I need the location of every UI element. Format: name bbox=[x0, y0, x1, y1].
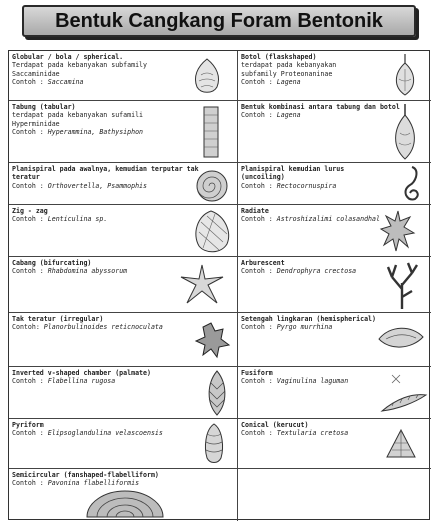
example-line: Contoh : Astroshizalimi colasandhal bbox=[241, 215, 380, 224]
example-line: Contoh : Orthovertella, Psammophis bbox=[12, 181, 147, 190]
cell-flask bbox=[238, 51, 431, 101]
bifurcating-shell-illustration bbox=[177, 261, 227, 309]
hemispherical-shell-illustration bbox=[376, 323, 426, 353]
shape-description: Terdapat pada kebanyakan subfamily bbox=[12, 61, 147, 70]
cell-planispiral-irregular bbox=[9, 163, 238, 205]
combination-shell-illustration bbox=[388, 103, 422, 161]
example-line: Contoh: Planorbulinoides reticnoculata bbox=[12, 323, 163, 332]
shape-description: terdapat pada kebanyakan bbox=[241, 61, 337, 70]
shape-description: terdapat pada kebanyakan sufamili bbox=[12, 111, 144, 120]
example-line: Contoh : Textularia cretosa bbox=[241, 429, 349, 438]
irregular-shell-illustration bbox=[193, 319, 231, 361]
zigzag-shell-illustration bbox=[189, 208, 233, 256]
foram-shape-table bbox=[8, 50, 430, 520]
title-banner bbox=[22, 5, 416, 37]
shape-name: Arburescent bbox=[241, 259, 285, 267]
shape-description: Saccaminidae bbox=[12, 69, 60, 78]
page-title: Bentuk Cangkang Foram Bentonik bbox=[55, 9, 383, 32]
shape-name: Planispiral kemudian lurus (uncoiling) bbox=[241, 165, 349, 182]
example-line: Contoh : Lagena bbox=[241, 78, 301, 87]
shape-name: Cabang (bifurcating) bbox=[12, 259, 92, 267]
radiate-shell-illustration bbox=[378, 207, 418, 255]
arburescent-shell-illustration bbox=[384, 259, 420, 311]
cell-palmate bbox=[9, 367, 238, 419]
cell-conical bbox=[238, 419, 431, 469]
cell-tube-flask-combination bbox=[238, 101, 431, 163]
shape-name: Pyriform bbox=[12, 421, 44, 429]
cell-pyriform bbox=[9, 419, 238, 469]
shape-name: Setengah lingkaran (hemispherical) bbox=[241, 315, 376, 323]
example-line: Contoh : Hyperammina, Bathysiphon bbox=[12, 128, 144, 137]
palmate-shell-illustration bbox=[203, 369, 231, 417]
cell-bifurcating bbox=[9, 257, 238, 313]
cell-zigzag bbox=[9, 205, 238, 257]
example-line: Contoh : Flabellina rugosa bbox=[12, 377, 116, 386]
example-line: Contoh : Rectocornuspira bbox=[241, 181, 337, 190]
example-line: Contoh : Pyrgo murrhina bbox=[241, 323, 333, 332]
cell-empty bbox=[238, 469, 431, 521]
example-line: Contoh : Vaginulina laguman bbox=[241, 377, 349, 386]
cell-tabular bbox=[9, 101, 238, 163]
shape-name: Conical (kerucut) bbox=[241, 421, 309, 429]
cell-irregular bbox=[9, 313, 238, 367]
shape-name: Globular / bola / spherical. bbox=[12, 53, 124, 61]
example-line: Contoh : Saccamina bbox=[12, 78, 84, 87]
cell-radiate bbox=[238, 205, 431, 257]
cell-globular bbox=[9, 51, 238, 101]
shape-name: Semicircular (fanshaped-flabelliform) bbox=[12, 471, 159, 479]
cell-hemispherical bbox=[238, 313, 431, 367]
cell-arburescent bbox=[238, 257, 431, 313]
example-line: Contoh : Lagena bbox=[241, 111, 301, 120]
shape-name: Radiate bbox=[241, 207, 269, 215]
planispiral-shell-illustration bbox=[195, 169, 229, 203]
fusiform-shell-illustration bbox=[378, 371, 428, 415]
pyriform-shell-illustration bbox=[201, 422, 227, 466]
shape-description: Hyperminidae bbox=[12, 119, 60, 128]
shape-name: Planispiral pada awalnya, kemudian terputar tak teratur bbox=[12, 165, 203, 182]
example-line: Contoh : Pavonina flabelliformis bbox=[12, 479, 140, 488]
shape-name: Bentuk kombinasi antara tabung dan botol bbox=[241, 103, 400, 111]
example-line: Contoh : Elipsoglandulina velascoensis bbox=[12, 429, 163, 438]
example-line: Contoh : Lenticulina sp. bbox=[12, 215, 108, 224]
example-line: Contoh : Dendrophyra crectosa bbox=[241, 267, 357, 276]
semicircular-shell-illustration bbox=[83, 489, 167, 519]
uncoiling-shell-illustration bbox=[398, 165, 424, 203]
shape-name: Tak teratur (irregular) bbox=[12, 315, 104, 323]
shape-name: Inverted v-shaped chamber (palmate) bbox=[12, 369, 151, 377]
shape-name: Fusiform bbox=[241, 369, 273, 377]
globular-shell-illustration bbox=[189, 57, 225, 95]
shape-name: Tabung (tabular) bbox=[12, 103, 76, 111]
cell-fusiform bbox=[238, 367, 431, 419]
cell-uncoiling bbox=[238, 163, 431, 205]
conical-shell-illustration bbox=[384, 427, 418, 461]
example-line: Contoh : Rhabdomina abyssorum bbox=[12, 267, 128, 276]
shape-name: Botol (flaskshaped) bbox=[241, 53, 317, 61]
cell-semicircular bbox=[9, 469, 238, 521]
tabular-shell-illustration bbox=[199, 105, 223, 159]
shape-description: subfamily Proteonaninae bbox=[241, 69, 333, 78]
shape-name: Zig - zag bbox=[12, 207, 48, 215]
flask-shell-illustration bbox=[388, 53, 422, 97]
